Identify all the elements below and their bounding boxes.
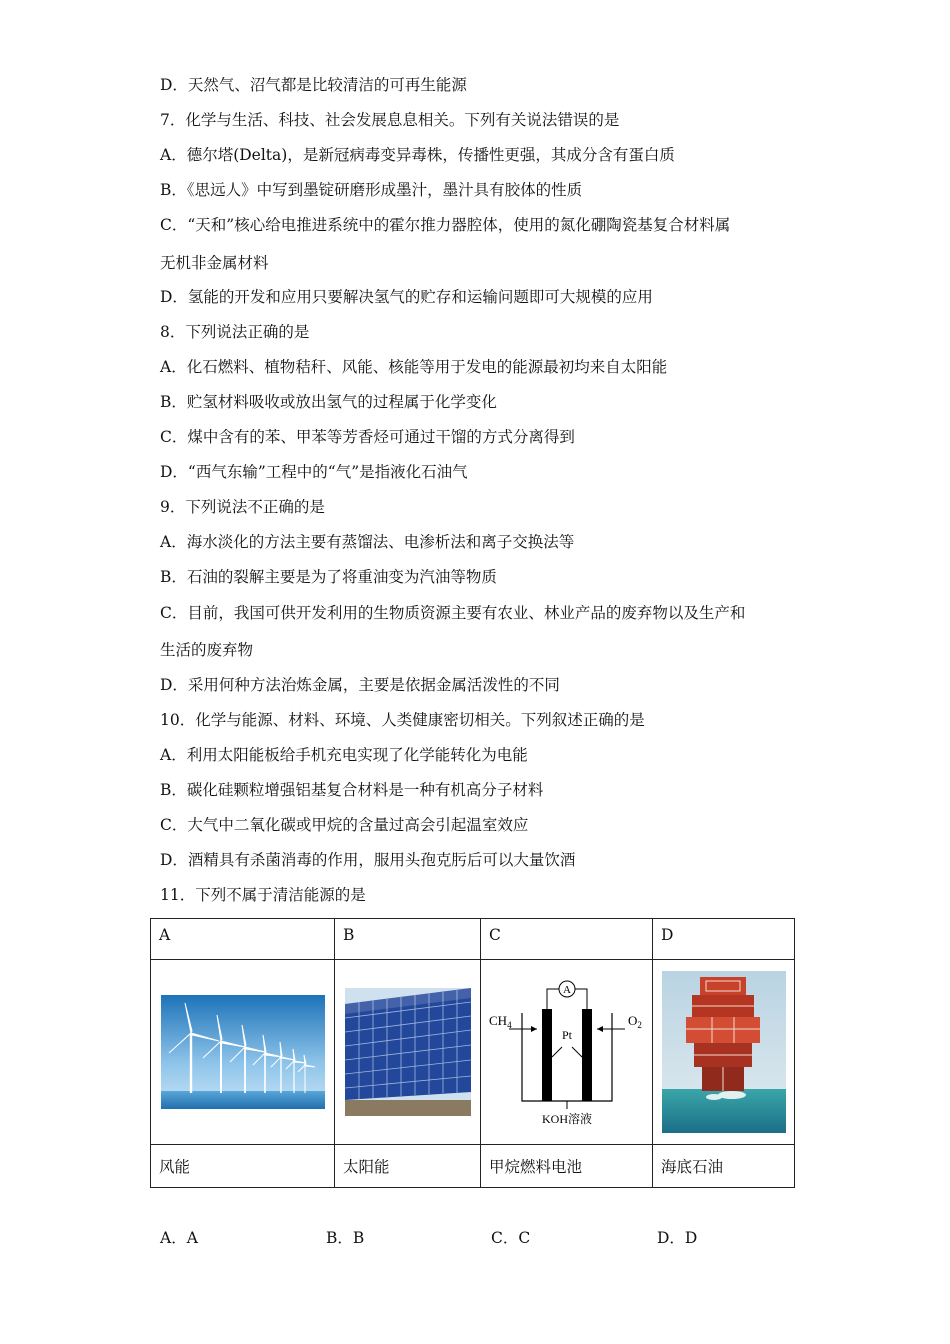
table-image-row [151,960,795,1145]
option-a-q9: A．海水淡化的方法主要有蒸馏法、电渗析法和离子交换法等 [160,533,575,551]
answer-c: C．C [491,1229,531,1247]
electrolyte-label: KOH溶液 [541,1112,592,1126]
option-b-q9: B．石油的裂解主要是为了将重油变为汽油等物质 [160,568,497,586]
cell-solar-image [335,960,481,1145]
header-d: D [653,919,795,960]
option-d-q6: D．天然气、沼气都是比较清洁的可再生能源 [160,76,467,94]
option-b-q8: B．贮氢材料吸收或放出氢气的过程属于化学变化 [160,393,497,411]
question-7: 7．化学与生活、科技、社会发展息息相关。下列有关说法错误的是 [160,111,620,129]
wind-turbines-image [161,995,325,1109]
svg-text:CH4 [489,1013,512,1030]
ammeter-label: A [562,984,571,996]
oxygen-label: O [627,1013,637,1028]
options-table [150,918,795,1188]
question-10: 10．化学与能源、材料、环境、人类健康密切相关。下列叙述正确的是 [160,711,645,729]
option-d-q8: D．“西气东输”工程中的“气”是指液化石油气 [160,463,468,481]
question-9: 9．下列说法不正确的是 [160,498,325,516]
question-11: 11．下列不属于清洁能源的是 [160,886,366,904]
answer-b: B．B [326,1229,365,1247]
cell-oil-image [653,960,795,1145]
header-c: C [481,919,653,960]
header-b: B [335,919,481,960]
cell-fuel-cell-diagram [481,960,653,1145]
option-b-q10: B．碳化硅颗粒增强铝基复合材料是一种有机高分子材料 [160,781,544,799]
option-a-q8: A．化石燃料、植物秸秆、风能、核能等用于发电的能源最初均来自太阳能 [160,358,668,376]
electrode-label: Pt [561,1028,572,1042]
option-b-q7: B．《思远人》中写到墨锭研磨形成墨汁，墨汁具有胶体的性质 [160,181,583,199]
option-c-q7-cont: 无机非金属材料 [160,254,269,272]
header-a: A [151,919,335,960]
option-c-q10: C．大气中二氧化碳或甲烷的含量过高会引起温室效应 [160,816,529,834]
option-c-q9: C．目前，我国可供开发利用的生物质资源主要有农业、林业产品的废弃物以及生产和 [160,604,746,622]
oxygen-subscript: 2 [636,1020,642,1030]
caption-oil: 海底石油 [653,1145,795,1188]
question-8: 8．下列说法正确的是 [160,323,310,341]
table-header-row [151,919,795,960]
svg-text:O2 [628,1013,642,1030]
caption-wind: 风能 [151,1145,335,1188]
methane-fuel-cell-diagram [487,977,647,1127]
table-caption-row [151,1145,795,1188]
option-d-q9: D．采用何种方法治炼金属，主要是依据金属活泼性的不同 [160,676,560,694]
option-c-q7: C．“天和”核心给电推进系统中的霍尔推力器腔体，使用的氮化硼陶瓷基复合材料属 [160,216,731,234]
answer-a: A．A [160,1229,198,1247]
offshore-oil-rig-image [662,971,786,1133]
solar-panel-image [345,988,471,1116]
methane-label: CH [488,1013,507,1028]
cell-wind-image [151,960,335,1145]
caption-fuel-cell: 甲烷燃料电池 [481,1145,653,1188]
option-d-q10: D．酒精具有杀菌消毒的作用，服用头孢克肟后可以大量饮酒 [160,851,576,869]
caption-solar: 太阳能 [335,1145,481,1188]
option-c-q9-cont: 生活的废弃物 [160,641,254,659]
option-a-q10: A．利用太阳能板给手机充电实现了化学能转化为电能 [160,746,528,764]
option-c-q8: C．煤中含有的苯、甲苯等芳香烃可通过干馏的方式分离得到 [160,428,575,446]
methane-subscript: 4 [506,1020,512,1030]
option-d-q7: D．氢能的开发和应用只要解决氢气的贮存和运输问题即可大规模的应用 [160,288,653,306]
option-a-q7: A．德尔塔(Delta)，是新冠病毒变异毒株，传播性更强，其成分含有蛋白质 [160,146,675,164]
answer-d: D．D [657,1229,698,1247]
